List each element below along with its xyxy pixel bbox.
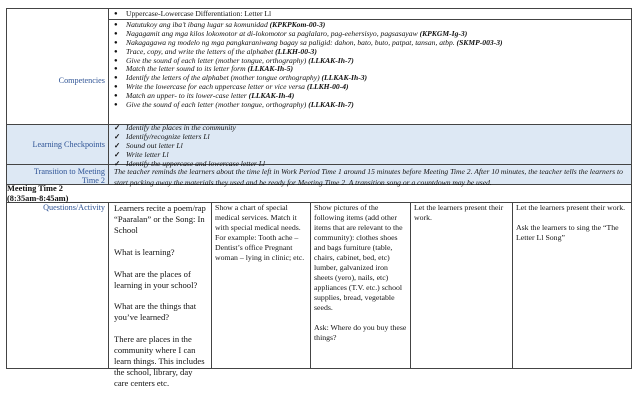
competencies-label: Competencies: [58, 76, 105, 85]
list-item: ✓ Identify/recognize letters Ll: [114, 133, 265, 142]
transition-text: The teacher reminds the learners about the time left in Work Period Time 1 around 15 minutes before Meeting Time 2. After 10 minutes, the teacher tells the learners to start packing away the materials they used and be ready for Meeting Time 2. A transition song or a countdown may be used.: [114, 167, 623, 187]
cell-paragraph: There are places in the community where I can learn things. This includes the school, library, day care centers etc.: [114, 334, 205, 388]
column-divider: [211, 202, 212, 369]
row-divider: [6, 124, 632, 125]
list-item: ✓ Sound out letter Ll: [114, 142, 265, 151]
list-item: ● Give the sound of each letter (mother tongue, orthography) (LLKAK-Ih-7): [114, 101, 503, 110]
column-divider: [310, 202, 311, 369]
cell-paragraph: What is learning?: [114, 246, 175, 257]
list-item: ● Match the letter sound to its letter form (LLKAK-Ih-5): [114, 65, 503, 74]
list-item: ● Nagagamit ang mga kilos lokomotor at di-lokomotor sa paglalaro, pag-eehersisyo, pagsasayaw (KPKGM-Ig-3): [114, 30, 503, 39]
cell-paragraph: What are the places of learning in your school?: [114, 268, 198, 290]
activity-cell-2: [215, 203, 307, 273]
activity-cell-1: [114, 203, 208, 400]
checkpoints-label: Learning Checkpoints: [32, 140, 105, 149]
activity-cell-4: [414, 203, 509, 233]
list-item: ● Nakagagawa ng modelo ng mga pangkaraniwang bagay sa paligid: dahon, bato, buto, patpat, tansan, atbp. (SKMP-003-3): [114, 39, 503, 48]
meeting-time-heading: [7, 184, 68, 203]
list-item: ✓ Identify the uppercase and lowercase letter Ll: [114, 160, 265, 169]
activity-label: Questions/Activity: [43, 203, 105, 212]
cell-paragraph: Let the learners present their work.: [516, 203, 626, 212]
list-item: ● Natutukoy ang iba’t ibang lugar sa komunidad (KPKPKom-00-3): [114, 21, 503, 30]
list-item: ✓ Write letter Ll: [114, 151, 265, 160]
column-divider: [410, 202, 411, 369]
meeting-title: Meeting Time 2: [7, 184, 63, 193]
cell-paragraph: Show a chart of special medical services. Match it with special medical needs. For example: Tooth ache – Dentist’s office Pregnant woman – lying in clinic; etc.: [215, 203, 305, 262]
cell-paragraph: Learners recite a poem/rap “Paaralan” or the Song: In School: [114, 203, 206, 235]
cell-paragraph: Ask the learners to sing the “The Letter Ll Song”: [516, 223, 619, 242]
transition-label: [10, 167, 105, 185]
list-item: ● Identify the letters of the alphabet (mother tongue orthography) (LLKAK-Ih-3): [114, 74, 503, 83]
meeting-time: (8:35am-8:45am): [7, 193, 69, 203]
list-item: ● Give the sound of each letter (mother tongue, orthography) (LLKAK-Ih-7): [114, 57, 503, 66]
competency-list: [114, 10, 503, 110]
cell-paragraph: Let the learners present their work.: [414, 203, 504, 222]
list-item: ● Uppercase-Lowercase Differentiation: Letter Ll: [114, 10, 503, 19]
column-divider: [512, 202, 513, 369]
cell-paragraph: Ask: Where do you buy these things?: [314, 323, 407, 342]
transition-label-line: Time 2: [81, 176, 105, 185]
list-item: ● Write the lowercase for each uppercase letter or vice versa (LLKH-00-4): [114, 83, 503, 92]
activity-cell-3: [314, 203, 407, 353]
list-item: ● Trace, copy, and write the letters of the alphabet (LLKH-00-3): [114, 48, 503, 57]
list-item: ● Match an upper- to its lower-case letter (LLKAK-Ih-4): [114, 92, 503, 101]
transition-label-line: Transition to Meeting: [33, 167, 105, 176]
cell-paragraph: Show pictures of the following items (add other items that are relevant to the community): clothes shoes and bags furniture (table, chairs, cabinet, bed, etc) lumber, galvanized iron sheets (yero), nails, etc) appliances (T.V. etc.) school supplies, bread, vegetable seeds.: [314, 203, 403, 312]
column-divider: [108, 202, 109, 369]
cell-paragraph: What are the things that you’ve learned?: [114, 301, 197, 323]
activity-cell-5: [516, 203, 628, 253]
column-divider: [108, 8, 109, 184]
list-item: ✓ Identify the places in the community: [114, 124, 265, 133]
row-divider: [6, 164, 632, 165]
checkpoint-list: [114, 124, 265, 169]
